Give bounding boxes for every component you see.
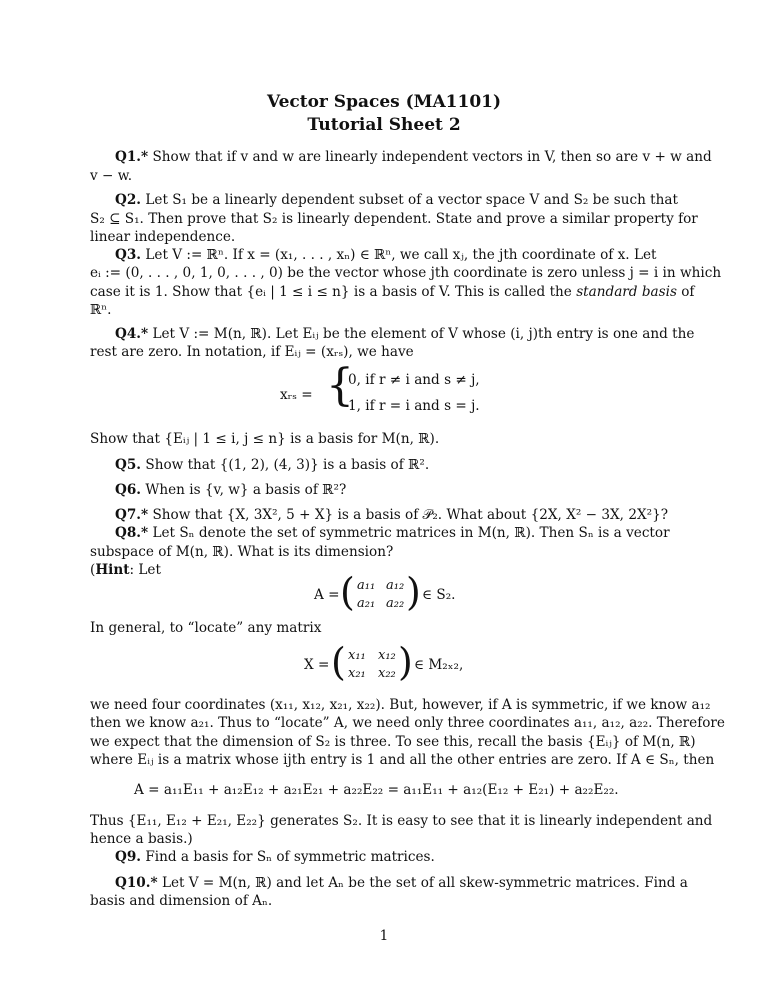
- q3-line-2: eᵢ := (0, . . . , 0, 1, 0, . . . , 0) be the vector whose jth coordinate is zero unless j = i in which: [90, 265, 722, 281]
- q1-line-2: v − w.: [90, 168, 133, 184]
- matrix-a-lhs: A =: [314, 587, 340, 603]
- q9-label: Q9.: [115, 849, 142, 865]
- matrix-x-rhs: ∈ M₂ₓ₂,: [414, 657, 464, 673]
- matrix-x-left-paren: (: [331, 640, 346, 684]
- q9-line: Q9. Find a basis for Sₙ of symmetric matrices.: [115, 849, 435, 865]
- q8-line-7: where Eᵢⱼ is a matrix whose ijth entry is 1 and all the other entries are zero. If A ∈ Sₙ, then: [90, 752, 715, 768]
- q3-line-1: Q3. Let V := ℝⁿ. If x = (x₁, . . . , xₙ) ∈ ℝⁿ, we call xⱼ, the jth coordinate of x. Let: [115, 247, 657, 263]
- matrix-a-rhs: ∈ S₂.: [422, 587, 456, 603]
- q2-line-1: Q2. Let S₁ be a linearly dependent subset of a vector space V and S₂ be such that: [115, 192, 678, 208]
- q2-line-3: linear independence.: [90, 229, 236, 245]
- page-number: 1: [379, 928, 389, 944]
- q2-line-2: S₂ ⊆ S₁. Then prove that S₂ is linearly dependent. State and prove a similar property for: [90, 211, 698, 227]
- q2-label: Q2.: [115, 192, 142, 208]
- q8-hint-line: (Hint: Let: [90, 562, 161, 578]
- q3-line-3: case it is 1. Show that {eᵢ | 1 ≤ i ≤ n} is a basis of V. This is called the standard basis of: [90, 284, 695, 300]
- q10-line-1: Q10.* Let V = M(n, ℝ) and let Aₙ be the set of all skew-symmetric matrices. Find a: [115, 875, 688, 891]
- q8-line-6: we expect that the dimension of S₂ is three. To see this, recall the basis {Eᵢⱼ} of M(n, ℝ): [90, 734, 696, 750]
- matrix-x-right-paren: ): [398, 640, 413, 684]
- q4-line-1: Q4.* Let V := M(n, ℝ). Let Eᵢⱼ be the element of V whose (i, j)th entry is one and the: [115, 326, 695, 342]
- q8-label: Q8.*: [115, 525, 149, 541]
- matrix-x-lhs: X =: [304, 657, 330, 673]
- matrix-a-21: a₂₁: [357, 596, 376, 611]
- q8-line-8: Thus {E₁₁, E₁₂ + E₂₁, E₂₂} generates S₂. It is easy to see that it is linearly independent and: [90, 813, 713, 829]
- q1-line-1: Q1.* Show that if v and w are linearly independent vectors in V, then so are v + w and: [115, 149, 712, 165]
- q4-case-2: 1, if r = i and s = j.: [348, 398, 480, 414]
- q8-line-2: subspace of M(n, ℝ). What is its dimension?: [90, 544, 394, 560]
- q6-line: Q6. When is {v, w} a basis of ℝ²?: [115, 482, 347, 498]
- q5-label: Q5.: [115, 457, 142, 473]
- q8-line-5: then we know a₂₁. Thus to “locate” A, we need only three coordinates a₁₁, a₁₂, a₂₂. Therefore: [90, 715, 725, 731]
- q8-line-9: hence a basis.): [90, 831, 193, 847]
- q10-line-2: basis and dimension of Aₙ.: [90, 893, 273, 909]
- matrix-a-right-paren: ): [406, 570, 421, 614]
- q4-line-2: rest are zero. In notation, if Eᵢⱼ = (xᵣₛ), we have: [90, 344, 414, 360]
- matrix-x-11: x₁₁: [348, 648, 366, 663]
- q8-line-1: Q8.* Let Sₙ denote the set of symmetric matrices in M(n, ℝ). Then Sₙ is a vector: [115, 525, 670, 541]
- q10-label: Q10.*: [115, 875, 158, 891]
- q3-line-4: ℝⁿ.: [90, 302, 112, 318]
- matrix-a-11: a₁₁: [357, 578, 376, 593]
- matrix-x-22: x₂₂: [378, 666, 396, 681]
- cases-brace: {: [326, 360, 354, 411]
- q4-case-1: 0, if r ≠ i and s ≠ j,: [348, 372, 480, 388]
- q3-label: Q3.: [115, 247, 142, 263]
- title-line-1: Vector Spaces (MA1101): [266, 92, 502, 112]
- q8-line-4: we need four coordinates (x₁₁, x₁₂, x₂₁, x₂₂). But, however, if A is symmetric, if we know a₁₂: [90, 697, 711, 713]
- matrix-a-22: a₂₂: [386, 596, 405, 611]
- q4-cases-lhs: xᵣₛ =: [280, 387, 313, 403]
- q4-line-3: Show that {Eᵢⱼ | 1 ≤ i, j ≤ n} is a basis for M(n, ℝ).: [90, 431, 440, 447]
- q5-line: Q5. Show that {(1, 2), (4, 3)} is a basis of ℝ².: [115, 457, 430, 473]
- matrix-x-12: x₁₂: [378, 648, 396, 663]
- q1-label: Q1.*: [115, 149, 149, 165]
- q7-line: Q7.* Show that {X, 3X², 5 + X} is a basis of 𝒫₂. What about {2X, X² − 3X, 2X²}?: [115, 507, 669, 523]
- matrix-a-left-paren: (: [340, 570, 355, 614]
- title-line-2: Tutorial Sheet 2: [307, 115, 461, 135]
- matrix-a-12: a₁₂: [386, 578, 405, 593]
- q6-label: Q6.: [115, 482, 142, 498]
- q4-label: Q4.*: [115, 326, 149, 342]
- q8-equation: A = a₁₁E₁₁ + a₁₂E₁₂ + a₂₁E₂₁ + a₂₂E₂₂ = a₁₁E₁₁ + a₁₂(E₁₂ + E₂₁) + a₂₂E₂₂.: [134, 782, 619, 798]
- q7-label: Q7.*: [115, 507, 149, 523]
- q8-line-3: In general, to “locate” any matrix: [90, 620, 322, 636]
- matrix-x-21: x₂₁: [348, 666, 366, 681]
- hint-label: Hint: [95, 562, 130, 578]
